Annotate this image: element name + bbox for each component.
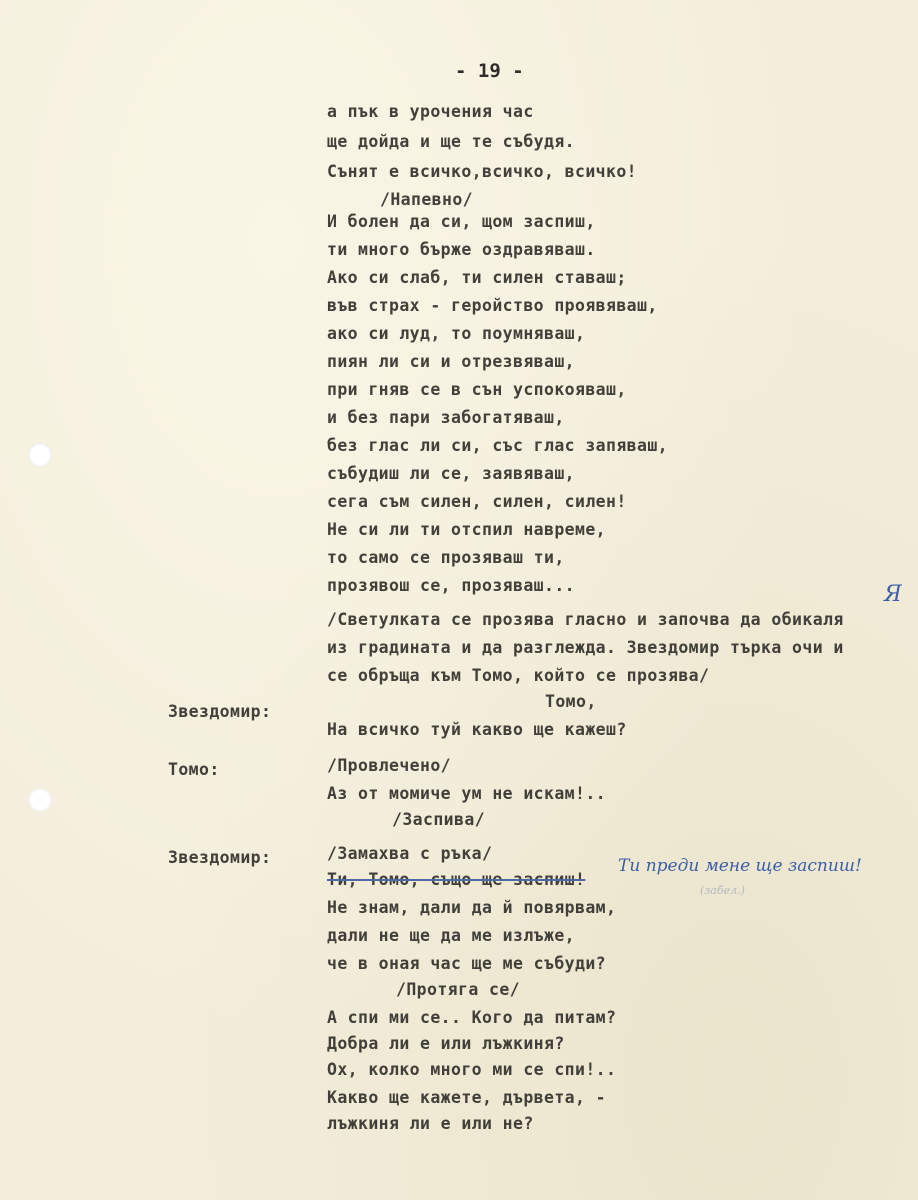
verse-line: пиян ли си и отрезвяваш, xyxy=(327,352,576,371)
dialogue-line: че в оная час ще ме събуди? xyxy=(327,954,607,973)
handwritten-correction: Ти преди мене ще заспиш! xyxy=(618,856,862,876)
dialogue-line: На всичко туй какво ще кажеш? xyxy=(327,720,627,739)
pencil-note: (забел.) xyxy=(700,884,745,897)
speaker-tomo: Томо: xyxy=(168,760,220,779)
verse-line: във страх - геройство проявяваш, xyxy=(327,296,658,315)
punch-hole-bottom xyxy=(28,788,52,812)
speaker-zvezdomir: Звездомир: xyxy=(168,848,272,867)
verse-line: ти много бърже оздравяваш. xyxy=(327,240,596,259)
stage-paragraph-line: се обръща към Томо, който се прозява/ xyxy=(327,666,710,685)
verse-line: сега съм силен, силен, силен! xyxy=(327,492,627,511)
dialogue-line: Добра ли е или лъжкиня? xyxy=(327,1034,565,1053)
dialogue-line: А спи ми се.. Кого да питам? xyxy=(327,1008,617,1027)
verse-line: Не си ли ти отспил навреме, xyxy=(327,520,607,539)
verse-line: Ако си слаб, ти силен ставаш; xyxy=(327,268,627,287)
verse-line: Сънят е всичко,всичко, всичко! xyxy=(327,162,638,181)
dialogue-line: лъжкиня ли е или не? xyxy=(327,1114,534,1133)
verse-line: И болен да си, щом заспиш, xyxy=(327,212,596,231)
verse-line: при гняв се в сън успокояваш, xyxy=(327,380,627,399)
verse-line: ще дойда и ще те събудя. xyxy=(327,132,576,151)
stage-direction: /Напевно/ xyxy=(380,190,474,209)
stage-direction: /Провлечено/ xyxy=(327,756,452,775)
dialogue-line: Какво ще кажете, дървета, - xyxy=(327,1088,607,1107)
verse-line: то само се прозяваш ти, xyxy=(327,548,565,567)
speaker-zvezdomir: Звездомир: xyxy=(168,702,272,721)
verse-line: и без пари забогатяваш, xyxy=(327,408,565,427)
stage-direction: /Заспива/ xyxy=(392,810,486,829)
dialogue-line: Ох, колко много ми се спи!.. xyxy=(327,1060,617,1079)
verse-line: без глас ли си, със глас запяваш, xyxy=(327,436,669,455)
dialogue-line: Аз от момиче ум не искам!.. xyxy=(327,784,607,803)
struck-line: Ти, Томо, също ще заспиш! xyxy=(327,870,586,889)
margin-handwritten-mark: Я xyxy=(884,582,902,607)
stage-paragraph-line: из градината и да разглежда. Звездомир търка очи и xyxy=(327,638,844,657)
dialogue-line: дали не ще да ме излъже, xyxy=(327,926,576,945)
stage-direction: /Замахва с ръка/ xyxy=(327,844,493,863)
verse-line: ако си луд, то поумняваш, xyxy=(327,324,586,343)
stage-direction: /Протяга се/ xyxy=(396,980,521,999)
punch-hole-top xyxy=(28,443,52,467)
page-number: - 19 - xyxy=(455,60,524,82)
stage-paragraph-line: /Светулката се прозява гласно и започва да обикаля xyxy=(327,610,844,629)
dialogue-line: Томо, xyxy=(545,692,597,711)
verse-line: прозявош се, прозяваш... xyxy=(327,576,576,595)
dialogue-line: Не знам, дали да й повярвам, xyxy=(327,898,617,917)
verse-line: а пък в урочения час xyxy=(327,102,534,121)
verse-line: събудиш ли се, заявяваш, xyxy=(327,464,576,483)
